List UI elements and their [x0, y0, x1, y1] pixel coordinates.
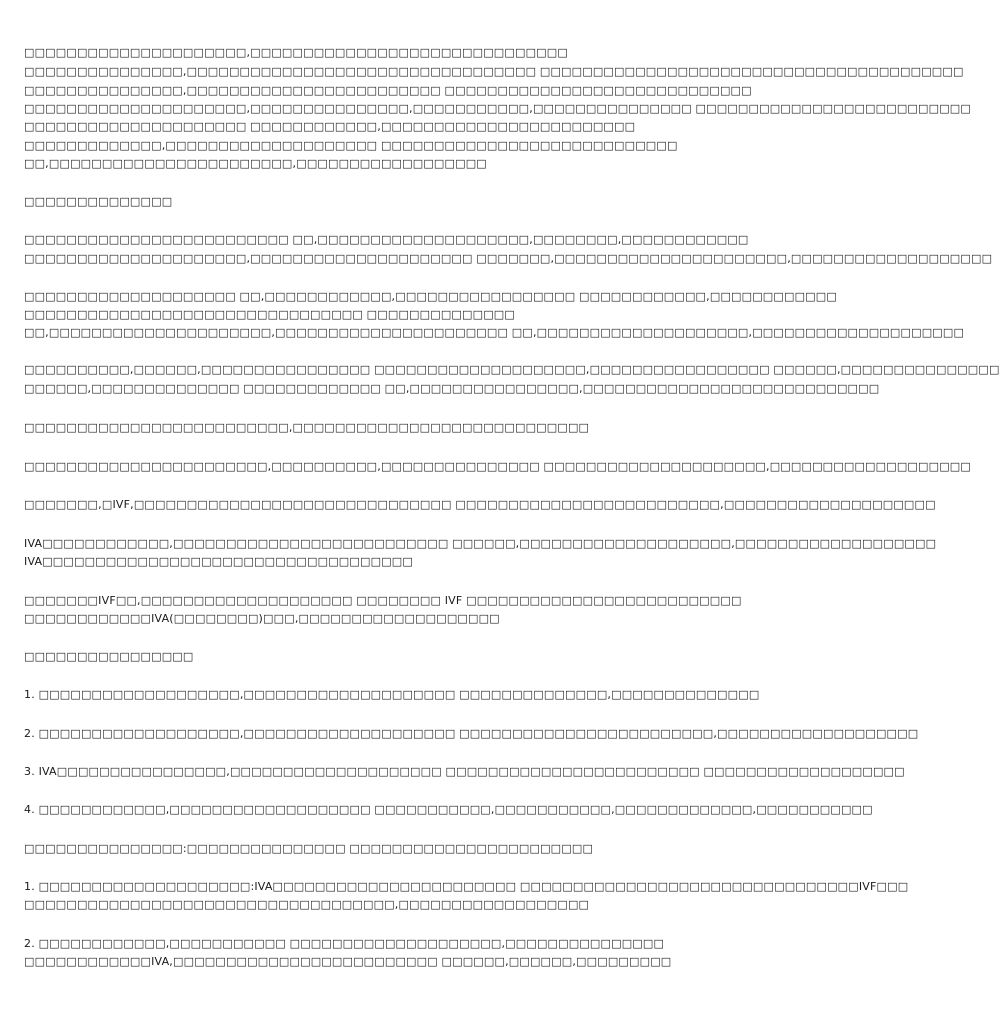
text-line: □□□□□□□,□IVF,□□□□□□□□□□□□□□□□□□□□□□□□□□□□□□ □□□□□□□□□□□□□□□□□□□□□□□□□,□□□□□□□□□□□□□□□□□□□□ — [24, 498, 936, 511]
text-line: □□□□□□□□□□□□IVA,□□□□□□□□□□□□□□□□□□□□□□□□□ □□□□□□,□□□□□□,□□□□□□□□□ — [24, 955, 672, 968]
text-line: □□□□□□□□□□,□□□□□□,□□□□□□□□□□□□□□□□ □□□□□□□□□□□□□□□□□□□□,□□□□□□□□□□□□□□□□□ □□□□□□,□□□□□□□□□□□□□□□ — [24, 363, 1000, 376]
section-heading: □□□□□□□□□□□□□□□:□□□□□□□□□□□□□□□ □□□□□□□□□□□□□□□□□□□□□□□ — [24, 842, 594, 855]
section-heading: □□□□□□□□□□□□□□ — [24, 195, 173, 208]
text-line: □□□□□□□□□□□□□□□□□□□□□□□□□□□□□□□□□□□,□□□□□□□□□□□□□□□□□□ — [24, 898, 590, 911]
text-line: □□□□□□□□□□□□□□□□□□□□□□□□□ □□,□□□□□□□□□□□□□□□□□□□□,□□□□□□□□,□□□□□□□□□□□□ — [24, 233, 749, 246]
list-item: 3. IVA□□□□□□□□□□□□□□□□,□□□□□□□□□□□□□□□□□□□□ □□□□□□□□□□□□□□□□□□□□□□□□ □□□□□□□□□□□□□□□□□□□ — [24, 765, 905, 778]
list-item: 2. □□□□□□□□□□□□□□□□□□□,□□□□□□□□□□□□□□□□□□□□ □□□□□□□□□□□□□□□□□□□□□□□□,□□□□□□□□□□□□□□□□□□□ — [24, 727, 919, 740]
text-line: □□□□□□,□□□□□□□□□□□□□□ □□□□□□□□□□□□□ □□,□□□□□□□□□□□□□□□□,□□□□□□□□□□□□□□□□□□□□□□□□□□□□ — [24, 382, 880, 395]
list-item: 1. □□□□□□□□□□□□□□□□□□□□:IVA□□□□□□□□□□□□□□□□□□□□□□□ □□□□□□□□□□□□□□□□□□□□□□□□□□□□□□□□IVF□□□ — [24, 880, 909, 893]
text-line: □□□□□□□□□□□□□□□□□□□□□□□,□□□□□□□□□□,□□□□□□□□□□□□□□□ □□□□□□□□□□□□□□□□□□□□□,□□□□□□□□□□□□□□□□□□□ — [24, 460, 971, 473]
text-line: IVA□□□□□□□□□□□□□□□□□□□□□□□□□□□□□□□□□□□ — [24, 555, 413, 568]
list-item: 1. □□□□□□□□□□□□□□□□□□□,□□□□□□□□□□□□□□□□□□□□ □□□□□□□□□□□□□□,□□□□□□□□□□□□□□ — [24, 688, 760, 701]
text-line: □□□□□□□□□□□□□□□□□□□□□□□□□□□□□□□□ □□□□□□□□□□□□□□ — [24, 308, 515, 321]
text-line: □□□□□□□□□□□□□□□□□□□□□,□□□□□□□□□□□□□□□,□□□□□□□□□□□,□□□□□□□□□□□□□□□ □□□□□□□□□□□□□□□□□□□□□□□□□□ — [24, 102, 971, 115]
text-line: □□□□□□□□□□□□IVA(□□□□□□□□)□□□,□□□□□□□□□□□□□□□□□□□ — [24, 612, 500, 625]
text-line: □□□□□□□□□□□□□□□,□□□□□□□□□□□□□□□□□□□□□□□□ □□□□□□□□□□□□□□□□□□□□□□□□□□□□□ — [24, 84, 752, 97]
section-heading: □□□□□□□□□□□□□□□□ — [24, 650, 194, 663]
text-line: □□□□□□□□□□□□□□□□□□□□□,□□□□□□□□□□□□□□□□□□□□□ □□□□□□□,□□□□□□□□□□□□□□□□□□□□□□,□□□□□□□□□□□□□□□□□□□ — [24, 252, 993, 265]
text-line: □□□□□□□□□□□□□□□□□□□□□,□□□□□□□□□□□□□□□□□□□□□□□□□□□□□□ — [24, 46, 568, 59]
list-item: 4. □□□□□□□□□□□□,□□□□□□□□□□□□□□□□□□□ □□□□□□□□□□□,□□□□□□□□□□□,□□□□□□□□□□□□□,□□□□□□□□□□□ — [24, 803, 873, 816]
text-line: □□□□□□□□□□□□□□□,□□□□□□□□□□□□□□□□□□□□□□□□□□□□□□□□□ □□□□□□□□□□□□□□□□□□□□□□□□□□□□□□□□□□□□□□□□ — [24, 65, 964, 78]
text-line: □□□□□□□IVF□□,□□□□□□□□□□□□□□□□□□□□ □□□□□□□□ IVF □□□□□□□□□□□□□□□□□□□□□□□□□□ — [24, 594, 742, 607]
text-line: □□,□□□□□□□□□□□□□□□□□□□□□,□□□□□□□□□□□□□□□□□□□□□□ □□,□□□□□□□□□□□□□□□□□□□□,□□□□□□□□□□□□□□□□□□□□ — [24, 326, 965, 339]
list-item: 2. □□□□□□□□□□□□,□□□□□□□□□□□ □□□□□□□□□□□□□□□□□□□□,□□□□□□□□□□□□□□□ — [24, 937, 665, 950]
text-line: IVA□□□□□□□□□□□□,□□□□□□□□□□□□□□□□□□□□□□□□□□ □□□□□□,□□□□□□□□□□□□□□□□□□□□,□□□□□□□□□□□□□□□□□□□ — [24, 537, 937, 550]
text-line: □□□□□□□□□□□□□□□□□□□□□ □□□□□□□□□□□□,□□□□□□□□□□□□□□□□□□□□□□□□ — [24, 120, 636, 133]
text-line: □□□□□□□□□□□□□□□□□□□□ □□,□□□□□□□□□□□□,□□□□□□□□□□□□□□□□□ □□□□□□□□□□□□,□□□□□□□□□□□□ — [24, 290, 837, 303]
text-line: □□□□□□□□□□□□□,□□□□□□□□□□□□□□□□□□□□ □□□□□□□□□□□□□□□□□□□□□□□□□□□□ — [24, 139, 678, 152]
text-line: □□□□□□□□□□□□□□□□□□□□□□□□□,□□□□□□□□□□□□□□□□□□□□□□□□□□□□ — [24, 421, 590, 434]
text-line: □□,□□□□□□□□□□□□□□□□□□□□□□□,□□□□□□□□□□□□□□□□□□ — [24, 157, 487, 170]
